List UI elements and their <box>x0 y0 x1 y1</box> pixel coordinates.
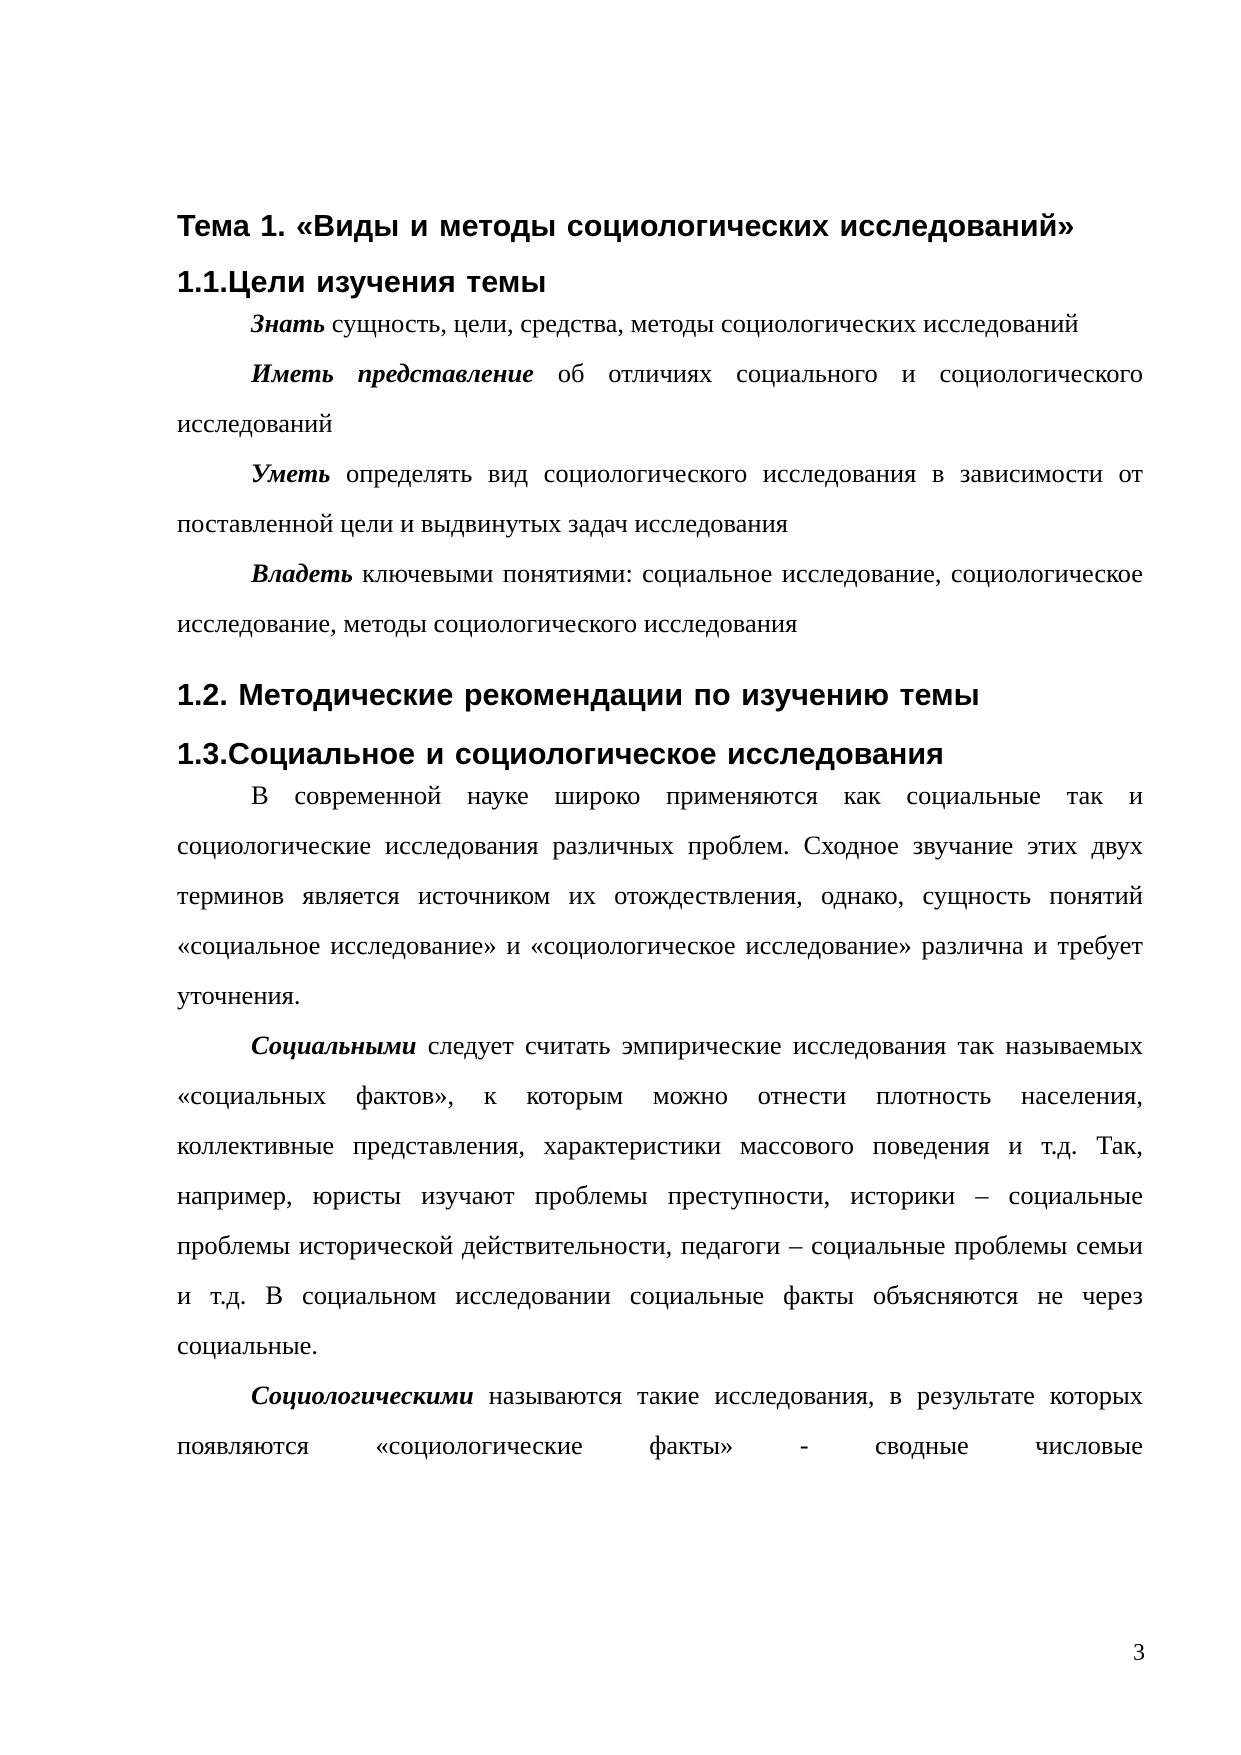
goal-term: Уметь <box>251 458 331 488</box>
goal-term: Владеть <box>251 558 353 588</box>
paragraph-term: Социальными <box>251 1030 417 1060</box>
goal-be-able <box>177 448 1143 548</box>
goal-know <box>177 298 1143 348</box>
page-number: 3 <box>1133 1640 1145 1666</box>
goal-text: определять вид социологического исследования в зависимости от поставленной цели и выдвинутых задач исследования <box>177 458 1143 538</box>
page-title: Тема 1. «Виды и методы социологических исследований» <box>177 209 1075 243</box>
goal-text: ключевыми понятиями: социальное исследование, социологическое исследование, методы социологического исследования <box>177 558 1143 638</box>
paragraph-text: называются такие исследования, в результате которых появляются «социологические факты» - сводные числовые <box>177 1380 1143 1460</box>
page-content <box>177 206 1143 1470</box>
paragraph-term: Социологическими <box>251 1380 474 1410</box>
section-heading-1-2: 1.2. Методические рекомендации по изучению темы <box>177 678 980 712</box>
goal-term: Знать <box>251 308 326 338</box>
section-heading-1-3: 1.3.Социальное и социологическое исследования <box>177 737 944 771</box>
goal-text: об отличиях социального и социологического исследований <box>177 358 1143 438</box>
goal-text: сущность, цели, средства, методы социологических исследований <box>325 308 1079 338</box>
paragraph-social <box>177 1020 1143 1370</box>
goal-term: Иметь представление <box>251 358 534 388</box>
paragraph-intro: В современной науке широко применяются как социальные так и социологические исследования различных проблем. Сходное звучание этих двух терминов является источником их отождествления, однако, сущность понятий «социальное исследование» и «социологическое исследование» различна и требует уточнения. <box>177 780 1143 1010</box>
paragraph-sociological <box>177 1370 1143 1470</box>
goal-master <box>177 548 1143 648</box>
section-heading-1-1: 1.1.Цели изучения темы <box>177 265 547 299</box>
goal-have-idea <box>177 348 1143 448</box>
paragraph-text: следует считать эмпирические исследования так называемых «социальных фактов», к которым можно отнести плотность населения, коллективные представления, характеристики массового поведения и т.д. Так, например, юристы изучают проблемы преступности, историки – социальные проблемы исторической действительности, педагоги – социальные проблемы семьи и т.д. В социальном исследовании социальные факты объясняются не через социальные. <box>177 1030 1143 1360</box>
